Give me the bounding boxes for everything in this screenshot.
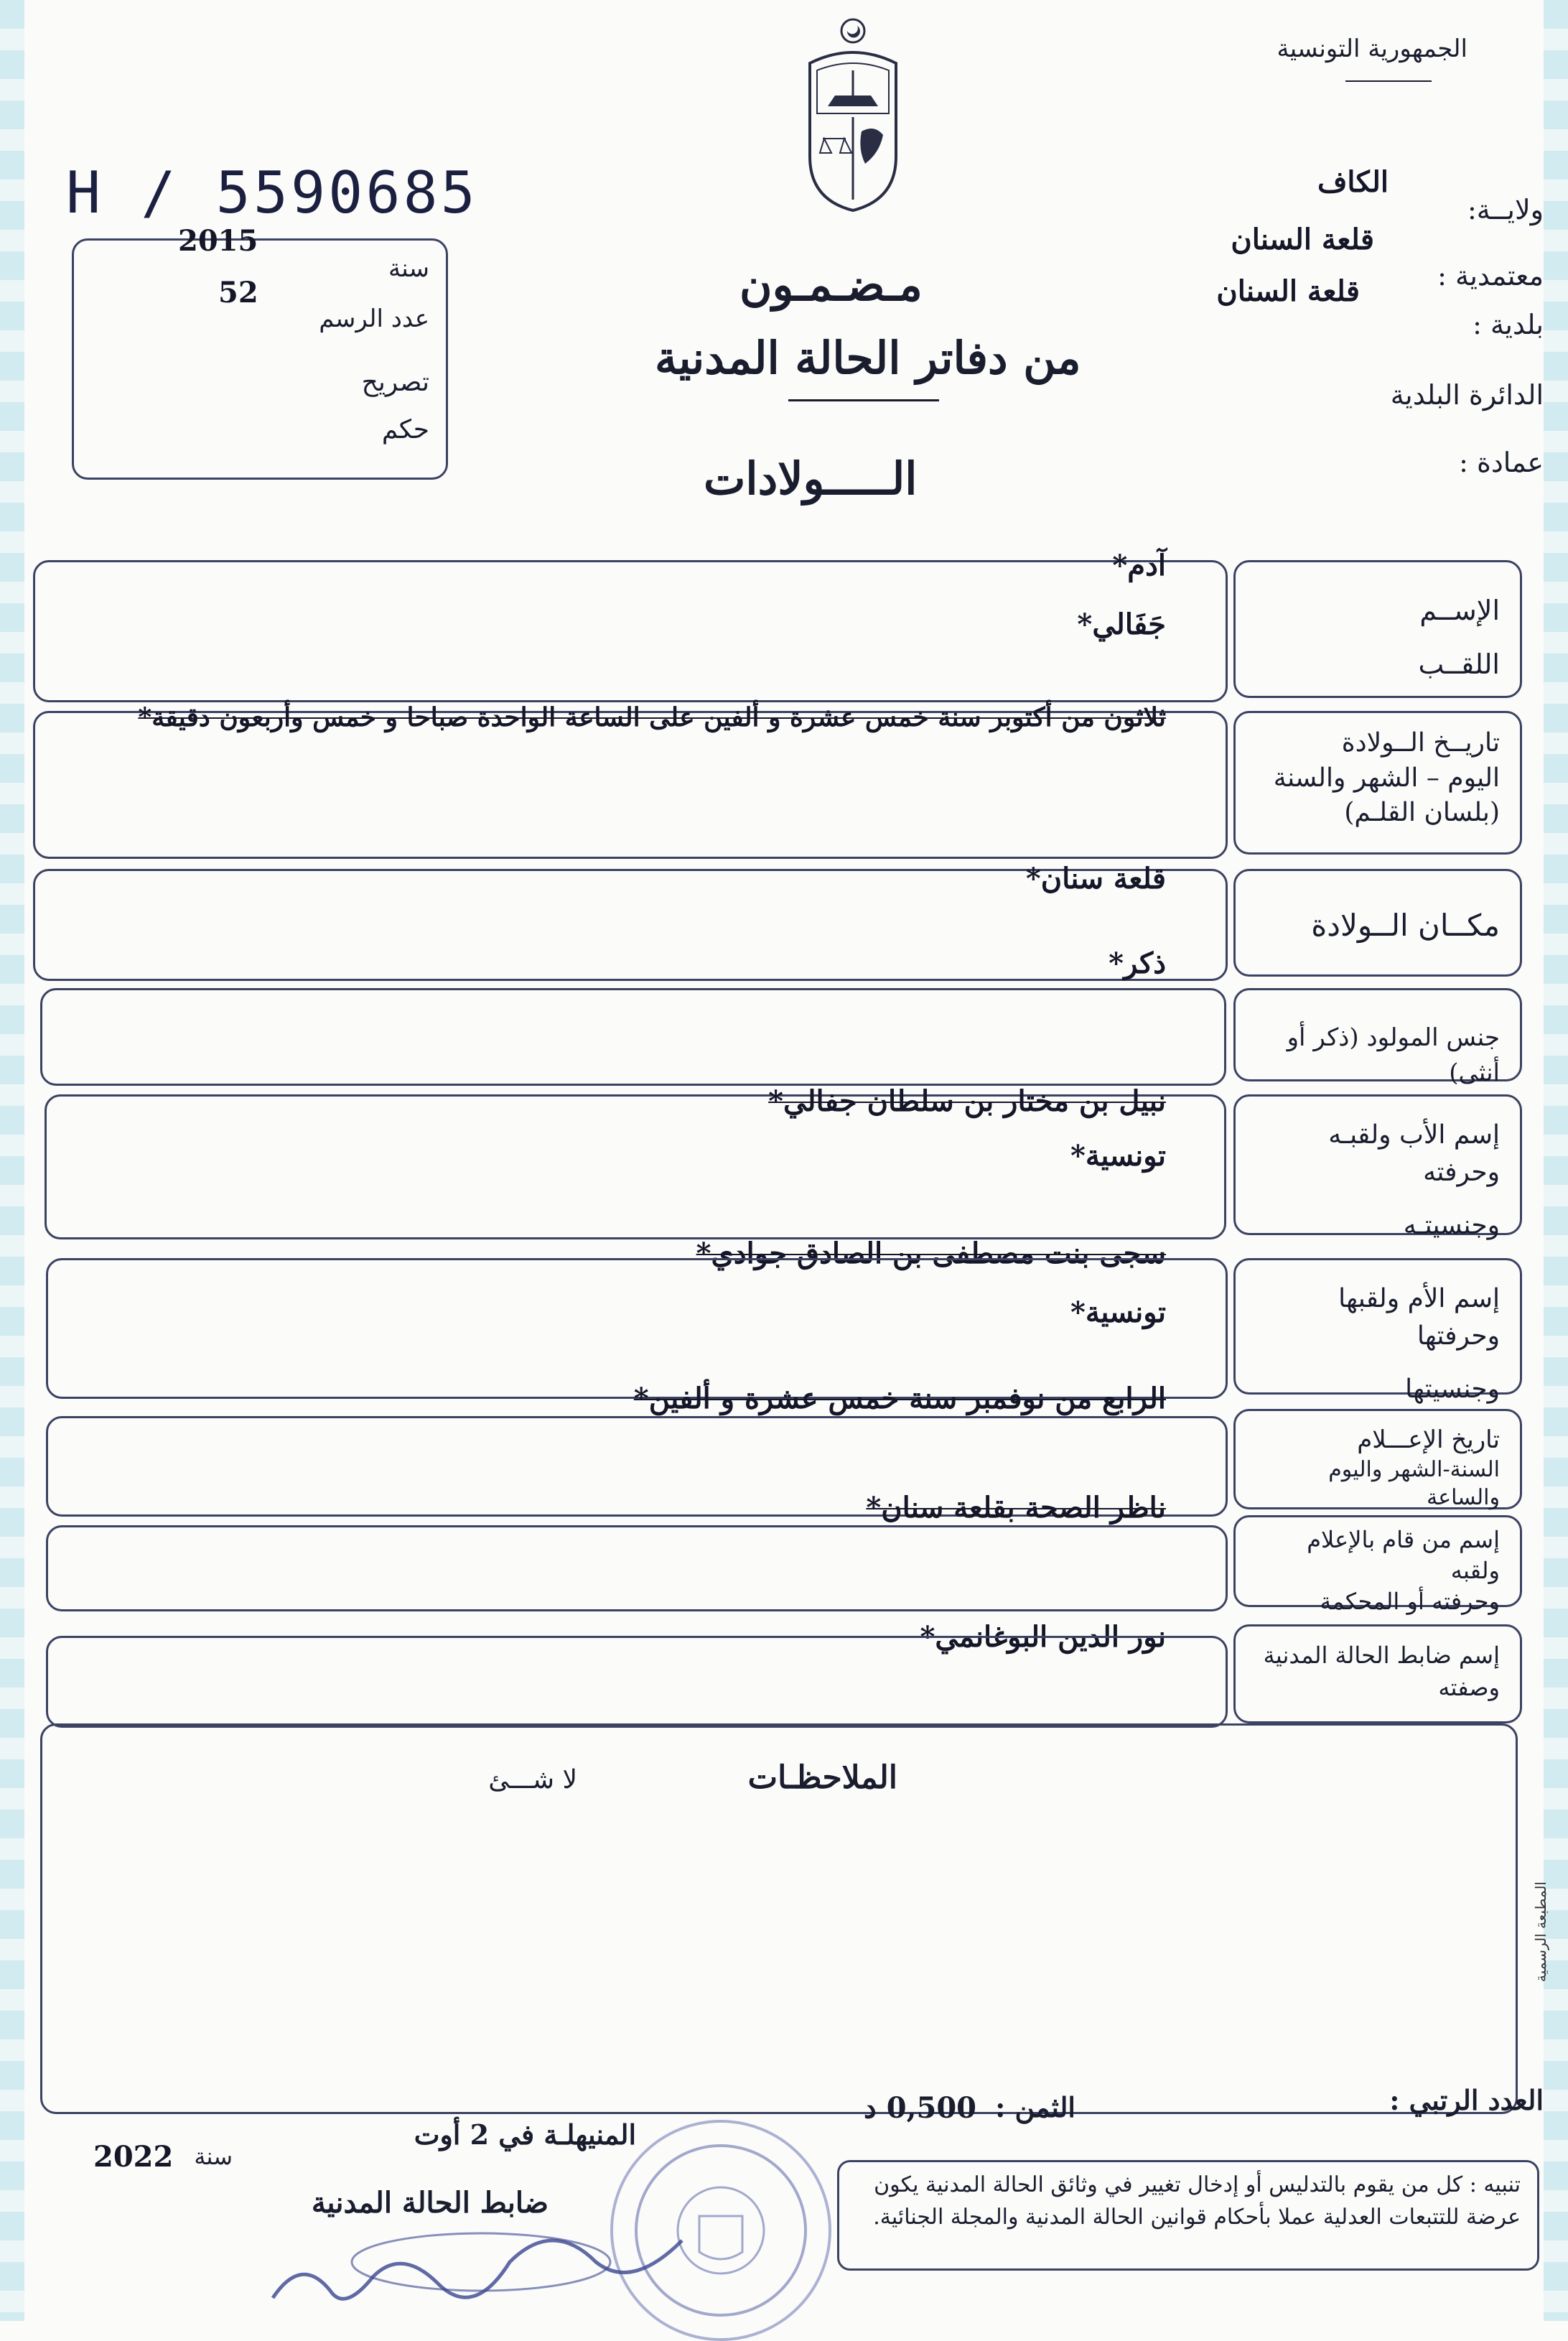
label-box-officer	[1233, 1624, 1522, 1723]
officer-title: ضابط الحالة المدنية	[311, 2186, 549, 2220]
value-father-name: نبيل بن مختار بن سلطان جفالي*	[768, 1084, 1166, 1118]
label-officer: إسم ضابط الحالة المدنية	[1263, 1642, 1500, 1669]
value-mother-name: سجى بنت مصطفى بن الصادق جوادي*	[696, 1237, 1166, 1270]
value-box-officer	[46, 1636, 1228, 1728]
label-birth-date-note: (بلسان القلـم)	[1344, 798, 1500, 828]
label-father: إسم الأب ولقبـه وحرفته	[1328, 1120, 1500, 1188]
remarks-label: الملاحظـات	[747, 1759, 897, 1796]
registry-declaration: تصريح	[361, 368, 429, 397]
label-box-declaration-date	[1233, 1409, 1522, 1509]
label-box-birth-place	[1233, 869, 1522, 977]
label-mother-sub: وجنسيتها	[1405, 1374, 1500, 1405]
label-declaration-date-sub: السنة-الشهر واليوم والساعة	[1328, 1457, 1500, 1511]
label-box-name	[1233, 560, 1522, 698]
label-officer-sub: وصفته	[1438, 1673, 1500, 1701]
price-value: 0,500 د	[863, 2091, 976, 2125]
title-underline	[788, 399, 939, 401]
value-father-nationality: تونسية*	[1070, 1139, 1166, 1173]
wilaya-label: ولايــة:	[1467, 194, 1544, 225]
baladia-value: قلعة السنان	[1216, 274, 1360, 308]
value-box-name	[33, 560, 1228, 702]
price-label: الثمن :	[995, 2091, 1075, 2123]
label-declaration-date: تاريخ الإعـــلام	[1357, 1425, 1500, 1454]
label-box-birth-date	[1233, 711, 1522, 855]
registry-judgment: حكم	[381, 415, 429, 445]
watermark-strip-left	[0, 0, 24, 2321]
republic-title: الجمهورية التونسية	[1277, 34, 1467, 63]
label-name: الإســم	[1419, 595, 1500, 626]
registry-year-label: سنة	[388, 254, 429, 283]
value-birth-date: ثلاثون من أكتوبر سنة خمس عشرة و ألفين على الساعة الواحدة صباحا و خمس وأربعون دقيقة*	[138, 702, 1166, 732]
baladia-label: بلدية :	[1473, 309, 1544, 340]
title-line3: الـــــولادات	[704, 452, 918, 505]
signature-icon	[266, 2219, 696, 2319]
value-box-birth-date	[33, 711, 1228, 859]
warning-text: تنبيه : كل من يقوم بالتدليس أو إدخال تغيير في وثائق الحالة المدنية يكون عرضة للتتبعات العدلية عملا بأحكام قوانين الحالة المدنية والمجلة الجنائية.	[873, 2172, 1521, 2230]
omada-label: عمادة :	[1459, 447, 1544, 478]
value-officer: نور الدين البوغانمي*	[920, 1620, 1166, 1654]
place-date: المنيهلـة في 2 أوت	[414, 2118, 636, 2151]
title-line2: من دفاتر الحالة المدنية	[655, 332, 1081, 384]
value-gender: ذكر*	[1109, 946, 1166, 980]
value-box-declarant	[46, 1525, 1228, 1611]
value-surname: جَفَالي*	[1077, 608, 1166, 641]
label-box-mother	[1233, 1258, 1522, 1405]
label-father-sub: وجنسيتـه	[1403, 1211, 1500, 1241]
label-birth-date: تاريــخ الــولادة	[1341, 728, 1500, 758]
value-first-name: آدم*	[1112, 549, 1166, 582]
value-declaration-date: الرابع من نوفمبر سنة خمس عشرة و ألفين*	[633, 1382, 1166, 1415]
wilaya-value: الكاف	[1317, 165, 1389, 199]
label-declarant: إسم من قام بالإعلام ولقبه	[1307, 1526, 1500, 1585]
value-box-gender	[40, 988, 1226, 1086]
registry-number-label: عدد الرسم	[319, 304, 429, 333]
ordinal-label: العدد الرتبي :	[1389, 2084, 1544, 2116]
label-mother: إسم الأم ولقبها وحرفتها	[1338, 1284, 1500, 1351]
label-gender: جنس المولود (ذكر أو أنثى)	[1287, 1023, 1500, 1088]
title-line1: مـضـمـون	[739, 259, 923, 311]
coat-of-arms-icon	[803, 13, 903, 214]
label-box-gender	[1233, 988, 1522, 1088]
republic-underline	[1345, 80, 1432, 82]
registry-number-value: 52	[218, 276, 258, 310]
registry-year-value: 2015	[178, 224, 258, 258]
motamadia-label: معتمدية :	[1437, 260, 1544, 292]
daira-label: الدائرة البلدية	[1390, 379, 1544, 411]
footer-year-value: 2022	[93, 2140, 174, 2174]
label-declarant-sub: وحرفته أو المحكمة	[1320, 1588, 1500, 1616]
motamadia-value-top: قلعة السنان	[1231, 223, 1374, 256]
label-birth-date-sub: اليوم – الشهر والسنة	[1273, 763, 1500, 793]
value-mother-nationality: تونسية*	[1070, 1295, 1166, 1329]
label-box-father	[1233, 1094, 1522, 1241]
value-box-mother	[46, 1258, 1228, 1399]
serial-number: H / 5590685	[66, 159, 478, 226]
label-surname: اللقــب	[1418, 648, 1500, 681]
label-birth-place: مكــان الــولادة	[1311, 908, 1500, 943]
value-birth-place: قلعة سنان*	[1025, 862, 1166, 895]
label-box-declarant	[1233, 1515, 1522, 1616]
side-print-text: المطبعة الرسمية	[1532, 1881, 1549, 1983]
value-declarant: ناظر الصحة بقلعة سنان*	[866, 1491, 1166, 1525]
remarks-value: لا شـــئ	[488, 1765, 577, 1795]
footer-year-label: سنة	[194, 2143, 233, 2170]
